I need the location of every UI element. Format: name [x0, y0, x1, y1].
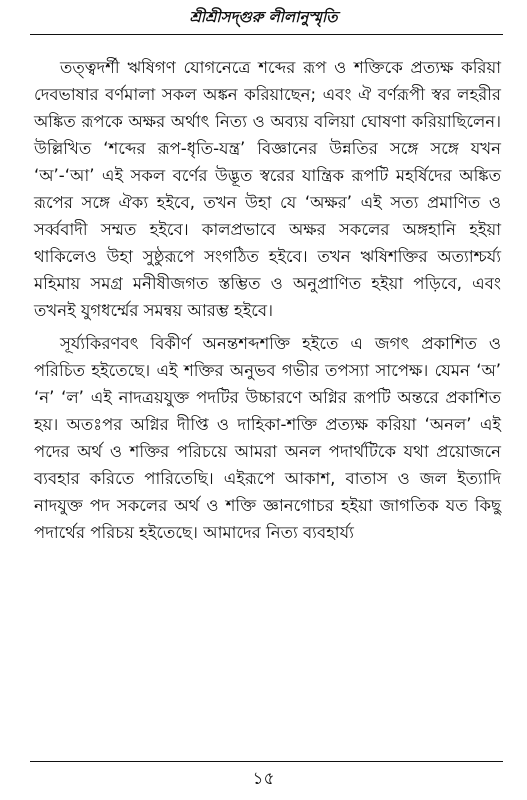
header-rule — [30, 34, 503, 35]
paragraph-1: তত্ত্বদর্শী ঋষিগণ যোগনেত্রে শব্দের রূপ ও শক্তিকে প্রত্যক্ষ করিয়া দেবভাষার বর্ণমালা সকল অঙ্কন করিয়াছেন; এবং ঐ বর্ণরূপী স্বর লহরীর অঙ্কিত রূপকে অক্ষর অর্থাৎ নিত্য ও অব্যয় বলিয়া ঘোষণা করিয়াছিলেন। উল্লিখিত ‘শব্দের রূপ-ধৃতি-যন্ত্র’ বিজ্ঞানের উন্নতির সঙ্গে সঙ্গে যখন ‘অ’-‘আ’ এই সকল বর্ণের উদ্ভূত স্বরের যান্ত্রিক রূপটি মহর্ষিদের অঙ্কিত রূপের সঙ্গে ঐক্য হইবে, তখন উহা যে ‘অক্ষর’ এই সত্য প্রমাণিত ও সর্ব্ববাদী সম্মত হইবে। কালপ্রভাবে অক্ষর সকলের অঙ্গহানি হইয়া থাকিলেও উহা সুষ্ঠুরূপে সংগঠিত হইবে। তখন ঋষিশক্তির অত্যাশ্চর্য্য মহিমায় সমগ্র মনীষীজগত স্তম্ভিত ও অনুপ্রাণিত হইয়া পড়িবে, এবং তখনই যুগধর্ম্মের সমন্বয় আরম্ভ হইবে। — [34, 58, 501, 320]
page-number: ১৫ — [252, 769, 275, 789]
running-header-title: শ্রীশ্রীসদ্‌গুরু লীলানুস্মৃতি — [189, 8, 338, 26]
paragraph-2: সূর্য্যকিরণবৎ বিকীর্ণ অনন্তশব্দশক্তি হইতে এ জগৎ প্রকাশিত ও পরিচিত হইতেছে। এই শক্তির অনুভব গভীর তপস্যা সাপেক্ষ। যেমন ‘অ’ ‘ন’ ‘ল’ এই নাদত্রয়যুক্ত পদটির উচ্চারণে অগ্নির রূপটি অন্তরে প্রকাশিত হয়। অতঃপর অগ্নির দীপ্তি ও দাহিকা-শক্তি প্রত্যক্ষ করিয়া ‘অনল’ এই পদের অর্থ ও শক্তির পরিচয়ে আমরা অনল পদার্থটিকে যথা প্রয়োজনে ব্যবহার করিতে পারিতেছি। এইরূপে আকাশ, বাতাস ও জল ইত্যাদি নাদযুক্ত পদ সকলের অর্থ ও শক্তি জ্ঞানগোচর হইয়া জাগতিক যত কিছু পদার্থের পরিচয় হইতেছে। আমাদের নিত্য ব্যবহার্য্য — [34, 334, 501, 542]
body-text — [34, 54, 501, 546]
footer-rule — [30, 761, 503, 762]
